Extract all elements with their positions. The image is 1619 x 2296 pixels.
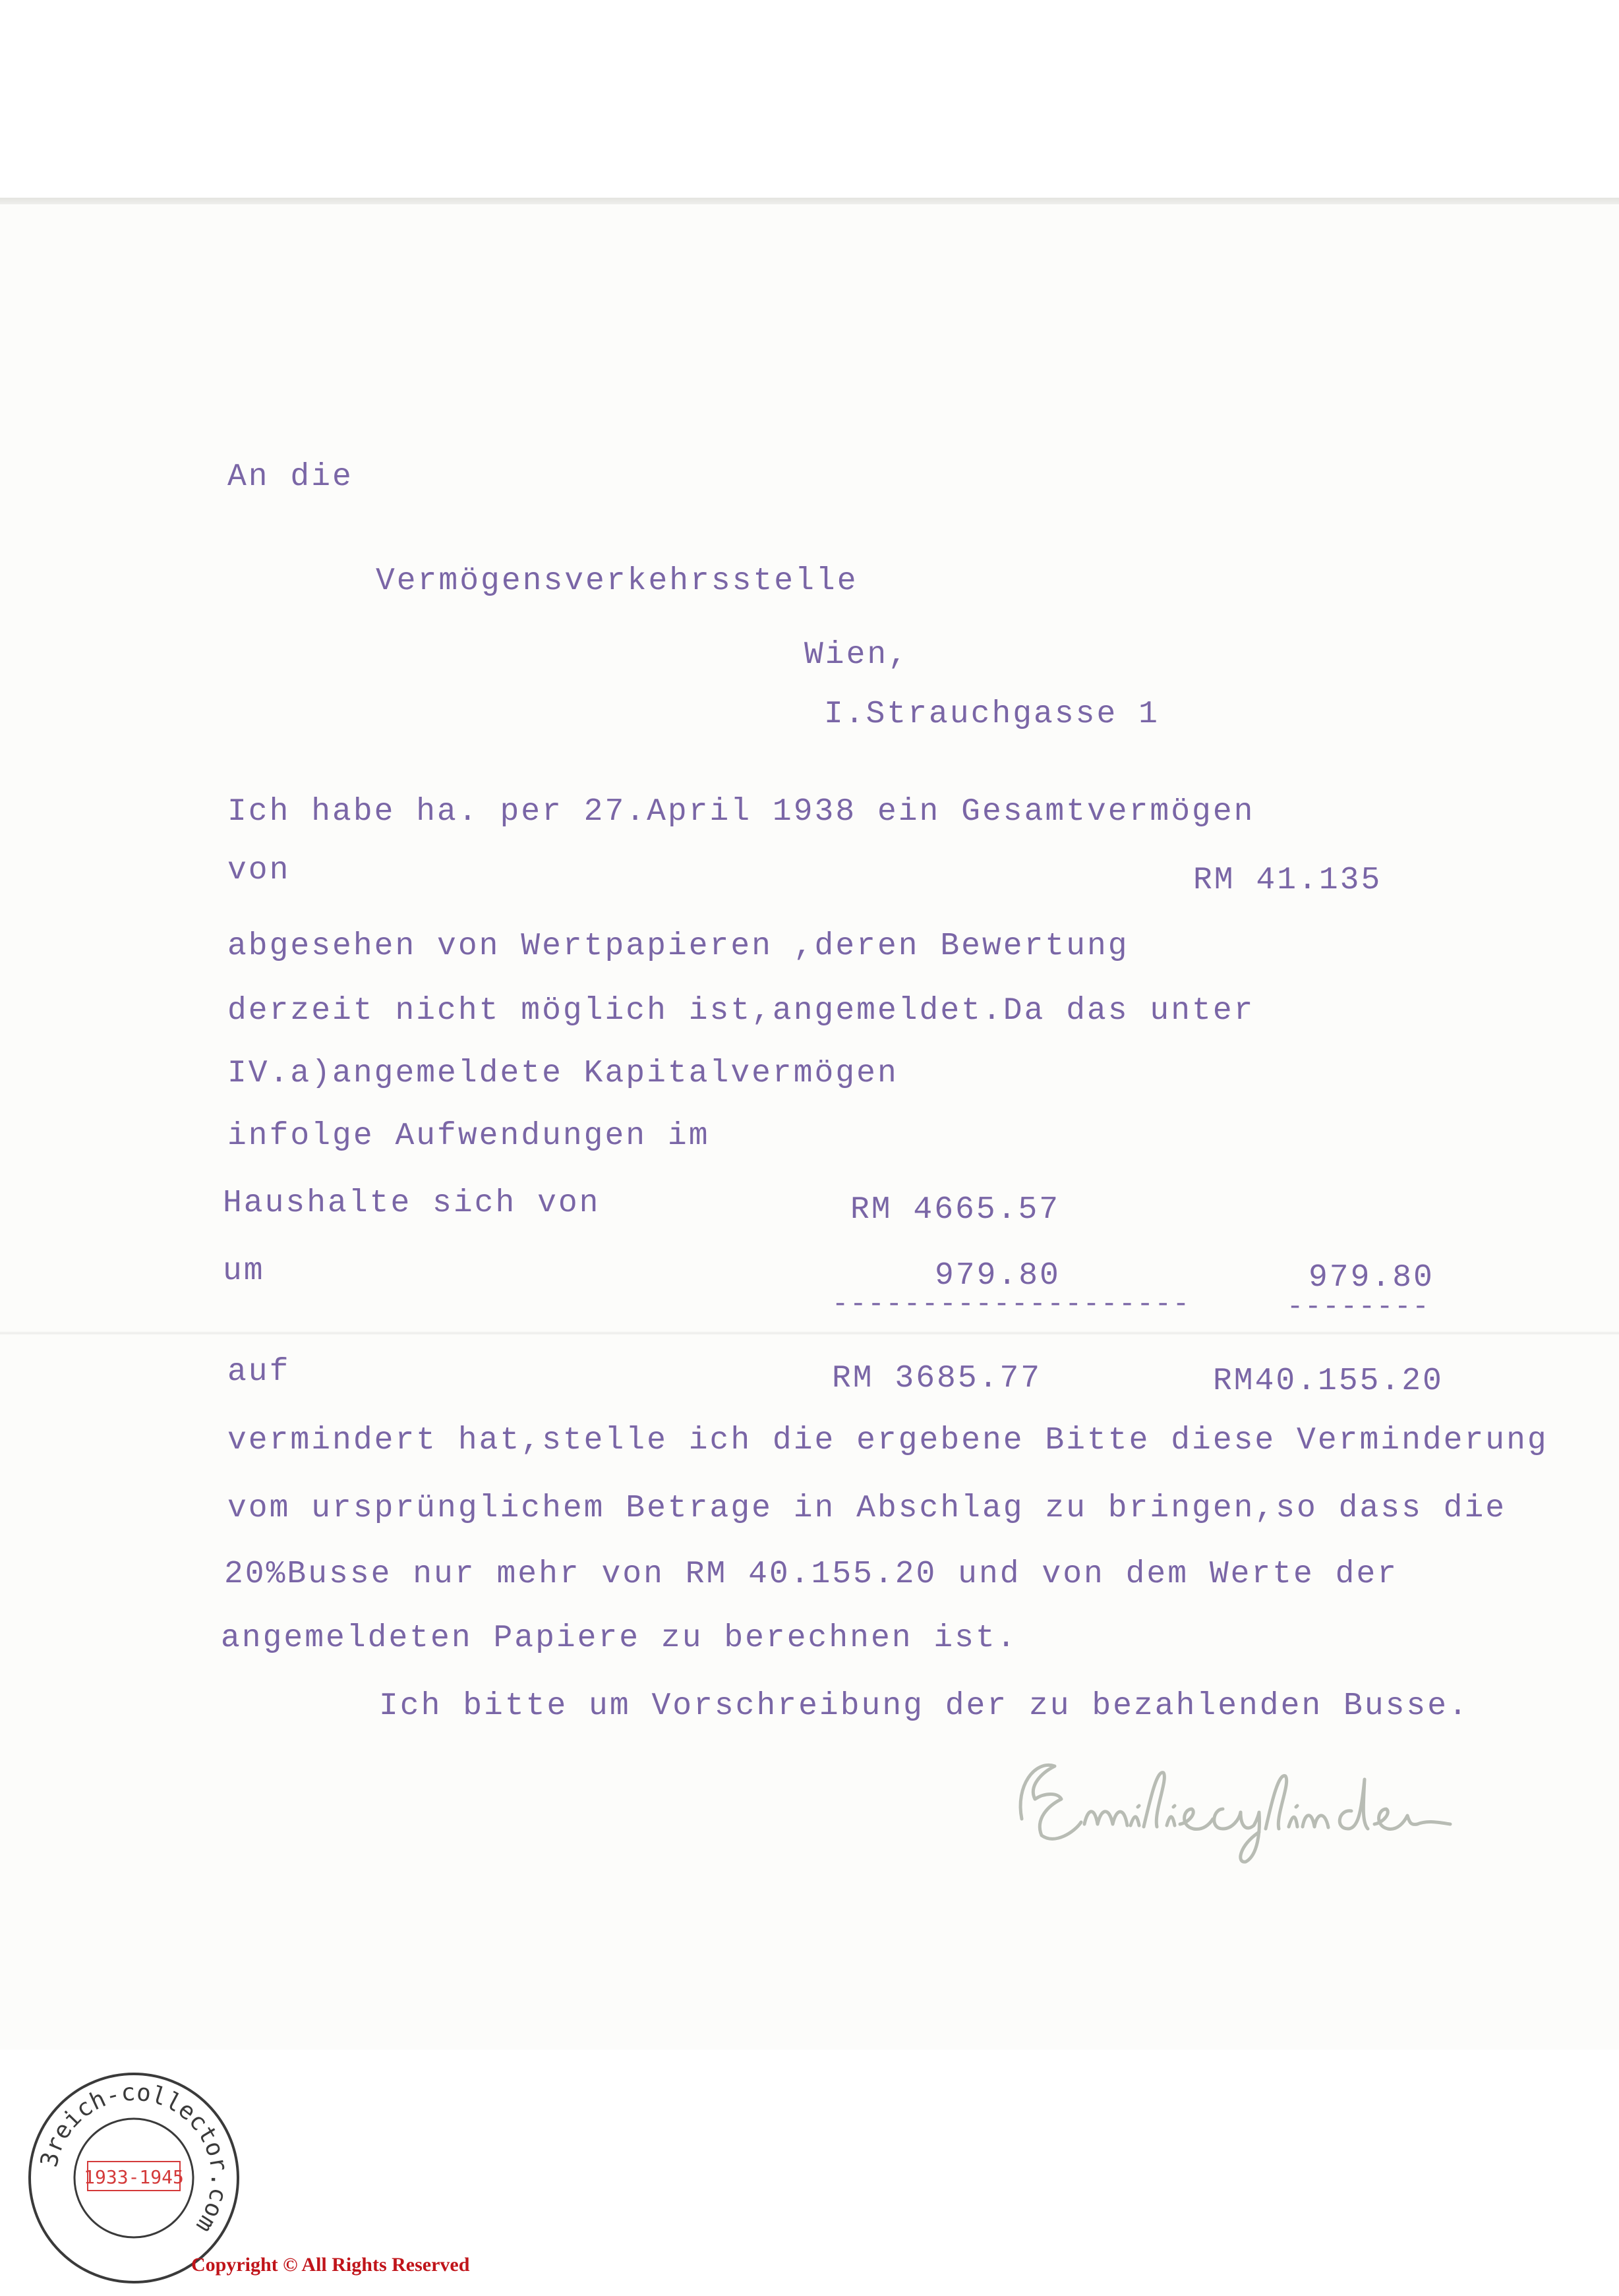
result-amount-right: RM40.155.20: [1213, 1363, 1444, 1399]
result-label: auf: [227, 1354, 291, 1390]
reduction-amount-left: 979.80: [935, 1258, 1061, 1294]
paragraph-1-line: IV.a)angemeldete Kapitalvermögen: [227, 1056, 898, 1091]
paragraph-1-line: derzeit nicht möglich ist,angemeldet.Da das unter: [227, 993, 1255, 1029]
sum-rule-right: --------: [1287, 1291, 1430, 1323]
paragraph-1-line: Haushalte sich von: [223, 1186, 601, 1221]
reduction-label: um: [223, 1253, 265, 1289]
total-assets-amount: RM 41.135: [1193, 863, 1382, 898]
paragraph-1-line: infolge Aufwendungen im: [227, 1118, 710, 1154]
result-amount-left: RM 3685.77: [832, 1361, 1042, 1396]
paragraph-1-line: abgesehen von Wertpapieren ,deren Bewertung: [227, 929, 1129, 964]
salutation: An die: [227, 459, 353, 495]
recipient-street: I.Strauchgasse 1: [824, 697, 1160, 732]
copyright-notice: Copyright © All Rights Reserved: [191, 2254, 470, 2276]
recipient-city: Wien,: [804, 637, 910, 673]
paragraph-2-line: 20%Busse nur mehr von RM 40.155.20 und von dem Werte der: [224, 1557, 1399, 1592]
paragraph-1-line: Ich habe ha. per 27.April 1938 ein Gesamtvermögen: [227, 794, 1255, 830]
paragraph-2-line: vom ursprünglichem Betrage in Abschlag zu bringen,so dass die: [227, 1491, 1507, 1526]
paragraph-2-line: angemeldeten Papiere zu berechnen ist.: [221, 1621, 1018, 1656]
recipient-name: Vermögensverkehrsstelle: [376, 563, 858, 599]
stamp-ring-text: 3reich-collector.com: [36, 2079, 233, 2238]
paragraph-2-line: vermindert hat,stelle ich die ergebene Bitte diese Verminderung: [227, 1423, 1548, 1458]
sum-rule-left: --------------------: [832, 1288, 1191, 1320]
capital-original-amount: RM 4665.57: [850, 1192, 1061, 1228]
paragraph-3-line: Ich bitte um Vorschreibung der zu bezahlenden Busse.: [379, 1688, 1469, 1724]
paragraph-1-line: von: [227, 853, 291, 888]
paper-fold-line: [0, 1331, 1619, 1335]
handwritten-signature: [995, 1746, 1523, 1865]
reduction-amount-right: 979.80: [1309, 1260, 1434, 1296]
stamp-years: 1933-1945: [84, 2166, 184, 2188]
